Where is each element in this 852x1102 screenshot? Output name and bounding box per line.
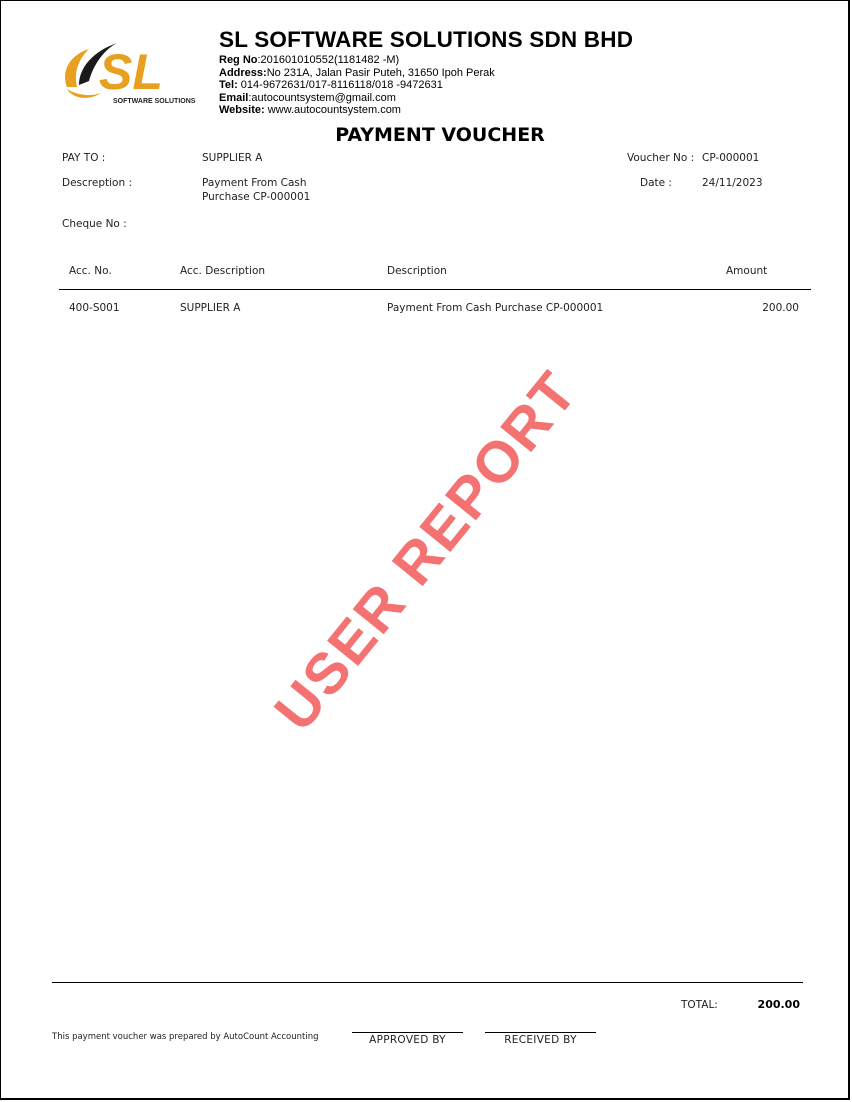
user-report-watermark: USER REPORT (261, 359, 591, 743)
description-label: Descreption : (62, 177, 132, 189)
company-website: Website: www.autocountsystem.com (219, 104, 401, 116)
sl-logo-icon (59, 37, 209, 107)
document-title: PAYMENT VOUCHER (335, 124, 545, 146)
date-value: 24/11/2023 (702, 177, 763, 189)
company-name: SL SOFTWARE SOLUTIONS SDN BHD (219, 27, 634, 52)
company-logo (59, 37, 209, 107)
pay-to-label: PAY TO : (62, 152, 106, 164)
total-value: 200.00 (757, 998, 800, 1011)
prepared-by-note: This payment voucher was prepared by AutoCount Accounting (52, 1032, 319, 1042)
description-value-line2: Purchase CP-000001 (202, 191, 311, 203)
approved-by-label: APPROVED BY (369, 1034, 446, 1046)
voucher-no-label: Voucher No : (627, 152, 695, 164)
column-header-description: Description (387, 265, 447, 277)
company-email: Email:autocountsystem@gmail.com (219, 92, 396, 104)
pay-to-value: SUPPLIER A (202, 152, 263, 164)
cheque-no-label: Cheque No : (62, 218, 127, 230)
received-by-signature-line (485, 1032, 596, 1033)
approved-by-signature-line (352, 1032, 463, 1033)
company-address: Address:No 231A, Jalan Pasir Puteh, 31650 Ipoh Perak (219, 67, 495, 79)
cell-acc-description: SUPPLIER A (180, 302, 241, 314)
total-label: TOTAL: (681, 999, 718, 1011)
column-header-acc-description: Acc. Description (180, 265, 266, 277)
svg-text:SOFTWARE SOLUTIONS: SOFTWARE SOLUTIONS (113, 98, 196, 105)
company-tel: Tel: 014-9672631/017-8116118/018 -9472631 (219, 79, 443, 91)
date-label: Date : (640, 177, 672, 189)
cell-acc-no: 400-S001 (69, 302, 120, 314)
svg-text:SL: SL (99, 44, 163, 100)
voucher-no-value: CP-000001 (702, 152, 760, 164)
company-reg-no: Reg No:201601010552(1181482 -M) (219, 54, 400, 66)
received-by-label: RECEIVED BY (504, 1034, 577, 1046)
table-header-divider (59, 289, 811, 290)
footer-divider (52, 982, 803, 983)
column-header-amount: Amount (726, 265, 768, 277)
description-value-line1: Payment From Cash (202, 177, 307, 189)
cell-amount: 200.00 (762, 302, 799, 314)
column-header-acc-no: Acc. No. (69, 265, 112, 277)
cell-description: Payment From Cash Purchase CP-000001 (387, 302, 604, 314)
